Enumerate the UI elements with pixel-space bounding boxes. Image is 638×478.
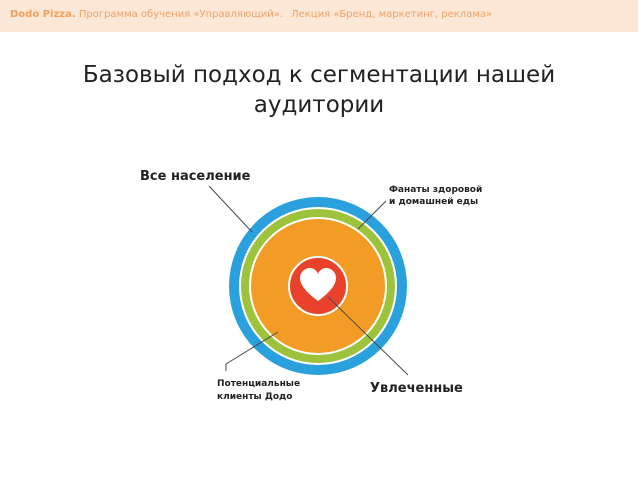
header-program: Программа обучения «Управляющий». xyxy=(78,9,284,20)
label-fans-line-2: и домашней еды xyxy=(389,197,479,207)
slide-title-line-2: аудитории xyxy=(253,92,385,118)
label-potential-line-1: Потенциальные xyxy=(217,379,301,389)
header-lecture: Лекция «Бренд, маркетинг, реклама» xyxy=(291,9,493,20)
leader-all-population xyxy=(209,186,252,232)
header-brand: Dodo Pizza. xyxy=(10,9,76,20)
label-potential-line-2: клиенты Додо xyxy=(217,392,293,402)
slide-title-line-1: Базовый подход к сегментации нашей xyxy=(82,62,556,88)
label-enthusiasts: Увлеченные xyxy=(370,381,463,396)
label-all-population: Все население xyxy=(140,169,251,184)
label-fans-line-1: Фанаты здоровой xyxy=(389,185,483,195)
